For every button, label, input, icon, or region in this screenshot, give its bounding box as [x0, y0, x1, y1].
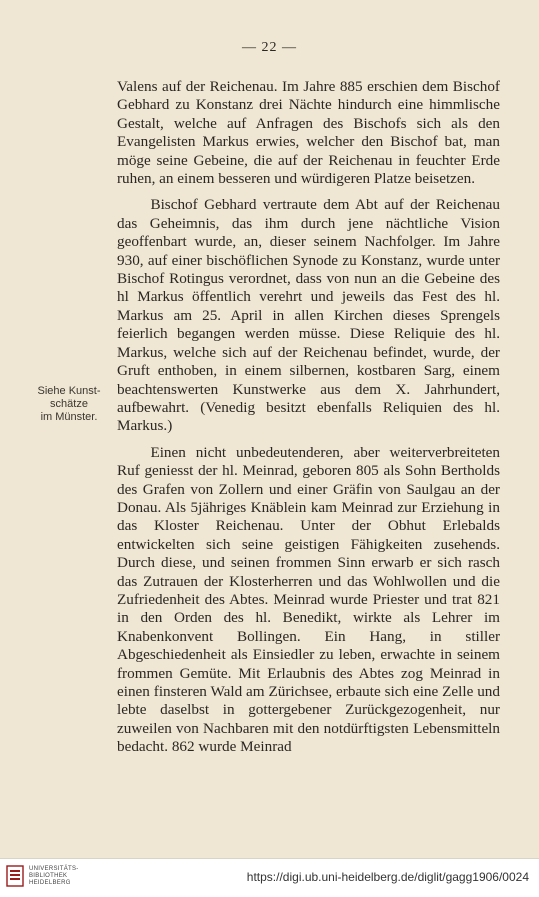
footer-bar	[0, 858, 539, 897]
margin-note-line: im Münster.	[40, 411, 98, 423]
margin-note-line: Siehe Kunst-	[37, 385, 101, 397]
logo-line: BIBLIOTHEK	[29, 872, 68, 879]
permalink-url[interactable]: https://digi.ub.uni-heidelberg.de/diglit/gagg1906/0024	[246, 870, 529, 884]
paragraph-1: Valens auf der Reichenau. Im Jahre 885 erschien dem Bischof Gebhard zu Konstanz drei Nächte hindurch eine himmlische Gestalt, welche auf Anfragen des Bischofs sich als den Evangelisten Markus erwies, welcher den Bischof bat, man möge seine Gebeine, die auf der Reichenau in feuchter Erde ruhen, an einem besseren und würdigeren Platze beisetzen.	[117, 78, 500, 188]
page-number: — 22 —	[242, 40, 297, 55]
logo-line: HEIDELBERG	[29, 879, 71, 886]
logo-text	[29, 866, 79, 887]
logo-line: UNIVERSITÄTS-	[29, 865, 79, 872]
text-column	[117, 78, 500, 757]
library-logo[interactable]	[6, 865, 79, 887]
university-seal-icon	[6, 865, 24, 887]
paragraph-2: Bischof Gebhard vertraute dem Abt auf der Reichenau das Geheimnis, das ihm durch jene nächtliche Vision geoffenbart wurde, an, dieser seinem Nachfolger. Im Jahre 930, auf einer bischöflichen Synode zu Konstanz, wurde unter Bischof Rotingus verordnet, dass von nun an die Gebeine des hl Markus öffentlich verehrt und jeweils das Fest des hl. Markus am 25. April in allen Kirchen dieses Sprengels feierlich begangen werden müsse. Diese Reliquie des hl. Markus, welche sich auf der Reichenau befindet, wurde, der Gruft enthoben, in einem silbernen, kostbaren Sarg, einem beachtenswerten Kunstwerke aus dem X. Jahrhundert, aufbewahrt. (Venedig besitzt ebenfalls Reliquien des hl. Markus.)	[117, 196, 500, 435]
margin-note-line: schätze	[50, 398, 88, 410]
paragraph-3: Einen nicht unbedeutenderen, aber weiterverbreiteten Ruf geniesst der hl. Meinrad, geboren 805 als Sohn Bertholds des Grafen von Zollern und einer Gräfin von Saulgau an der Donau. Als 5jähriges Knäblein kam Meinrad zur Erziehung in das Kloster Reichenau. Unter der Obhut Erlebalds entwickelten sich seine geistigen Fähigkeiten zusehends. Durch diese, und seinen frommen Sinn erwarb er sich rasch das Zutrauen der Klosterherren und das Wohlwollen und die Zufriedenheit des Abtes. Meinrad wurde Priester und trat 821 in den Orden des hl. Benedikt, wirkte als Lehrer im Knabenkonvent Bollingen. Ein Hang, in stiller Abgeschiedenheit als Einsiedler zu leben, erwachte in seinem frommen Gemüte. Mit Erlaubnis des Abtes zog Meinrad in einen finsteren Wald am Zürichsee, erbaute sich eine Zelle und lebte daselbst in gottergebener Zurückgezogenheit, nur zuweilen von Nachbaren mit den notdürftigsten Lebensmitteln bedacht. 862 wurde Meinrad	[117, 443, 500, 756]
margin-note	[26, 385, 112, 424]
